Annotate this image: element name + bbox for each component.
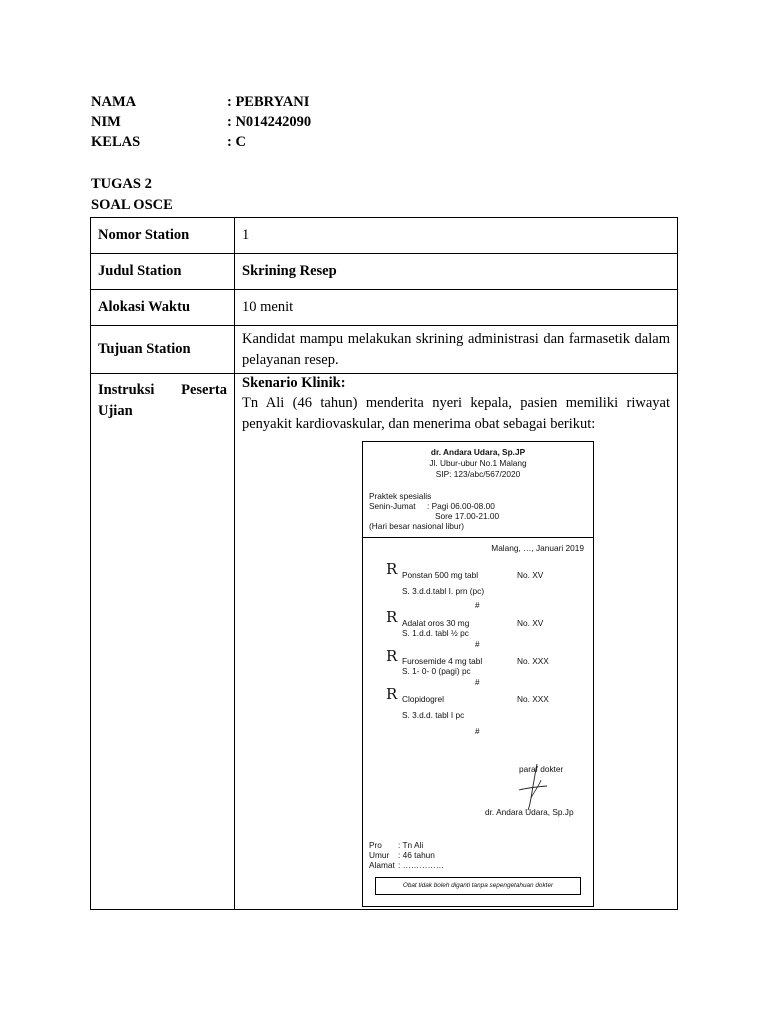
- row-value: 10 menit: [235, 290, 678, 326]
- rx-address-value: : ……………: [398, 860, 445, 870]
- scenario-text: Tn Ali (46 tahun) menderita nyeri kepala, pasien memiliki riwayat penyakit kardiovaskular, dan menerima obat sebagai berikut:: [242, 395, 670, 432]
- rx-qty: No. XV: [517, 570, 544, 580]
- rx-sig: S. 3.d.d.tabl I. prn (pc): [402, 586, 485, 596]
- rx-symbol: R: [386, 560, 398, 578]
- instruction-content: [235, 374, 678, 910]
- rx-qty: No. XXX: [517, 694, 549, 704]
- rx-age-label: Umur: [369, 850, 390, 860]
- task-subtitle: SOAL OSCE: [91, 197, 173, 213]
- rx-address-label: Alamat: [369, 860, 395, 870]
- nim-value: : N014242090: [227, 114, 312, 130]
- rx-symbol: R: [386, 647, 398, 665]
- name-label: NAMA: [91, 94, 137, 110]
- rx-hash: #: [475, 677, 480, 687]
- rx-qty: No. XXX: [517, 656, 549, 666]
- rx-pro-label: Pro: [369, 840, 382, 850]
- rx-drug: Furosemide 4 mg tabl: [402, 656, 483, 666]
- rx-pro-value: : Tn Ali: [398, 840, 424, 850]
- rx-signature-name: dr. Andara Udara, Sp.Jp: [485, 807, 574, 817]
- class-label: KELAS: [91, 134, 141, 150]
- name-value: : PEBRYANI: [227, 94, 310, 110]
- rx-sig: S. 1- 0- 0 (pagi) pc: [402, 666, 471, 676]
- rx-qty: No. XV: [517, 618, 544, 628]
- rx-place-date: Malang, …, Januari 2019: [491, 543, 584, 553]
- class-value: : C: [227, 134, 246, 150]
- instruction-label-line1: Instruksi Peserta: [98, 382, 227, 398]
- doctor-signature-icon: [513, 760, 553, 812]
- instruction-label-line2: Ujian: [98, 403, 133, 419]
- student-nim-line: [91, 112, 311, 132]
- rx-paraf: paraf dokter: [519, 764, 564, 774]
- rx-hash: #: [475, 639, 480, 649]
- rx-symbol: R: [386, 608, 398, 626]
- rx-days: Senin-Jumat: [369, 501, 416, 511]
- prescription-image: [362, 441, 594, 907]
- row-label: Nomor Station: [91, 218, 235, 254]
- table-row: [91, 254, 678, 290]
- rx-drug: Ponstan 500 mg tabl: [402, 570, 479, 580]
- rx-holiday: (Hari besar nasional libur): [369, 521, 464, 531]
- student-name-line: [91, 92, 309, 112]
- rx-hash: #: [475, 600, 480, 610]
- rx-evening: Sore 17.00-21.00: [435, 511, 500, 521]
- table-row: [91, 326, 678, 374]
- rx-symbol: R: [386, 685, 398, 703]
- rx-morning: : Pagi 06.00-08.00: [427, 501, 495, 511]
- rx-sig: S. 3.d.d. tabl I pc: [402, 710, 465, 720]
- row-label: Tujuan Station: [91, 326, 235, 374]
- rx-divider: [363, 537, 593, 538]
- rx-age-value: : 46 tahun: [398, 850, 435, 860]
- instruction-label: [91, 374, 235, 910]
- rx-sig: S. 1.d.d. tabl ½ pc: [402, 628, 469, 638]
- row-value: Skrining Resep: [235, 254, 678, 290]
- osce-table: [90, 217, 678, 910]
- row-value: 1: [235, 218, 678, 254]
- rx-address: Jl. Ubur-ubur No.1 Malang: [429, 458, 527, 468]
- rx-sip: SIP: 123/abc/567/2020: [435, 469, 521, 479]
- rx-footer-note: Obat tidak boleh diganti tanpa sepengetahuan dokter: [375, 877, 581, 895]
- row-label: Judul Station: [91, 254, 235, 290]
- table-row: [91, 218, 678, 254]
- table-row-instruction: [91, 374, 678, 910]
- table-row: [91, 290, 678, 326]
- row-value: Kandidat mampu melakukan skrining administrasi dan farmasetik dalam pelayanan resep.: [235, 326, 678, 374]
- scenario-heading: Skenario Klinik:: [242, 375, 346, 391]
- rx-doctor-name: dr. Andara Udara, Sp.JP: [430, 447, 526, 457]
- rx-drug: Clopidogrel: [402, 694, 444, 704]
- task-title: TUGAS 2: [91, 176, 152, 192]
- row-label: Alokasi Waktu: [91, 290, 235, 326]
- rx-drug: Adalat oros 30 mg: [402, 618, 470, 628]
- rx-hash: #: [475, 726, 480, 736]
- nim-label: NIM: [91, 114, 121, 130]
- student-class-line: [91, 132, 246, 152]
- rx-practice-title: Praktek spesialis: [369, 491, 432, 501]
